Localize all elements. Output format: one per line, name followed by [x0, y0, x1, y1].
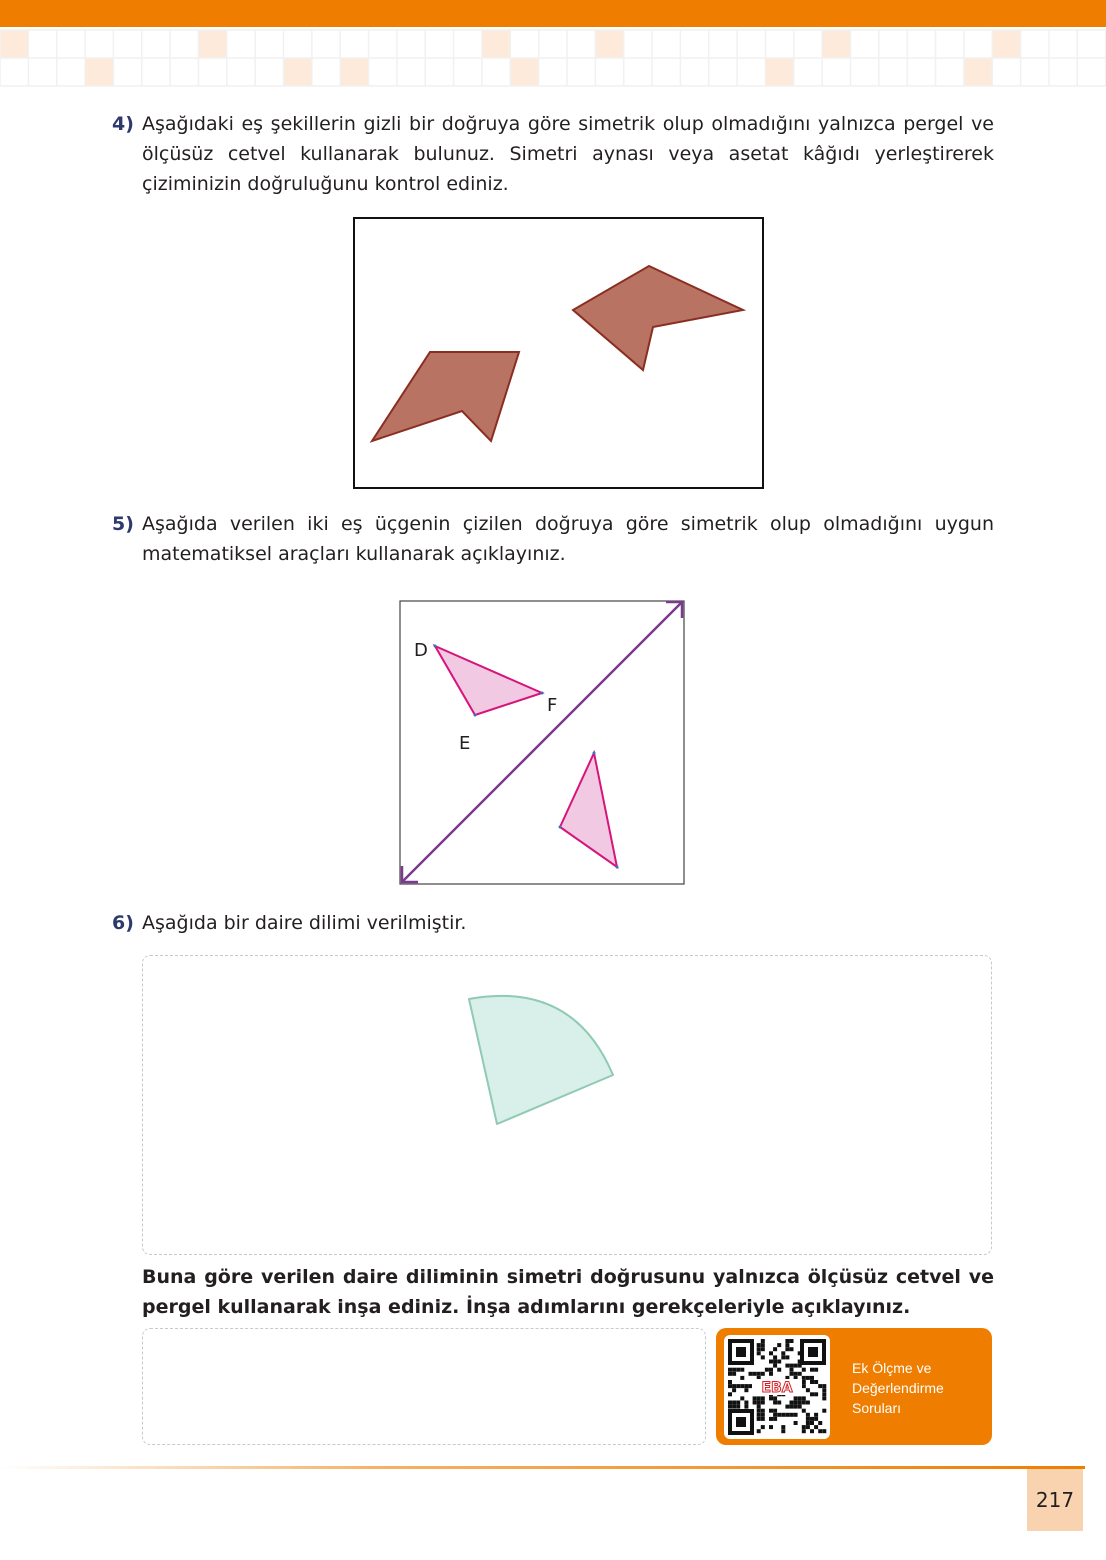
question-text: Aşağıda bir daire dilimi verilmiştir.	[142, 912, 467, 934]
question-number: 4)	[112, 113, 134, 135]
vertex-label-e: E	[459, 733, 471, 754]
vertex-label-d: D	[414, 640, 428, 661]
footer-rule	[0, 1466, 1085, 1469]
eba-logo: EBA	[761, 1380, 793, 1396]
header-band	[0, 0, 1106, 27]
figure-congruent-shapes	[353, 217, 764, 489]
question-6	[112, 908, 994, 938]
question-number: 5)	[112, 513, 134, 535]
header-grid-strip	[0, 27, 1106, 89]
qr-code[interactable]	[724, 1335, 830, 1439]
qr-card-line3: Soruları	[852, 1400, 902, 1416]
instruction-text: Buna göre verilen daire diliminin simetri doğrusunu yalnızca ölçüsüz cetvel ve pergel kullanarak inşa ediniz. İnşa adımlarını gerekçeleriyle açıklayınız.	[142, 1266, 994, 1318]
answer-box[interactable]	[142, 1328, 706, 1445]
qr-code-icon	[724, 1335, 830, 1439]
question-number: 6)	[112, 912, 134, 934]
qr-card-label	[852, 1358, 982, 1418]
qr-card-line2: Değerlendirme	[852, 1380, 944, 1396]
figure-triangles	[398, 599, 686, 887]
page-number: 217	[1027, 1469, 1083, 1531]
question-text: Aşağıdaki eş şekillerin gizli bir doğruya göre simetrik olup olmadığını yalnızca pergel ve ölçüsüz cetvel kullanarak bulunuz. Simetri aynası veya asetat kâğıdı yerleştirerek çiziminizin doğruluğunu kontrol ediniz.	[142, 113, 994, 195]
vertex-label-f: F	[547, 695, 558, 716]
circle-sector	[469, 996, 613, 1124]
question-4	[112, 109, 994, 199]
question-text: Aşağıda verilen iki eş üçgenin çizilen doğruya göre simetrik olup olmadığını uygun matematiksel araçları kullanarak açıklayınız.	[142, 513, 994, 565]
qr-card[interactable]	[716, 1328, 992, 1445]
figure-circle-sector	[460, 990, 620, 1130]
figure-frame	[354, 218, 763, 488]
qr-card-line1: Ek Ölçme ve	[852, 1360, 932, 1376]
question-5	[112, 509, 994, 569]
